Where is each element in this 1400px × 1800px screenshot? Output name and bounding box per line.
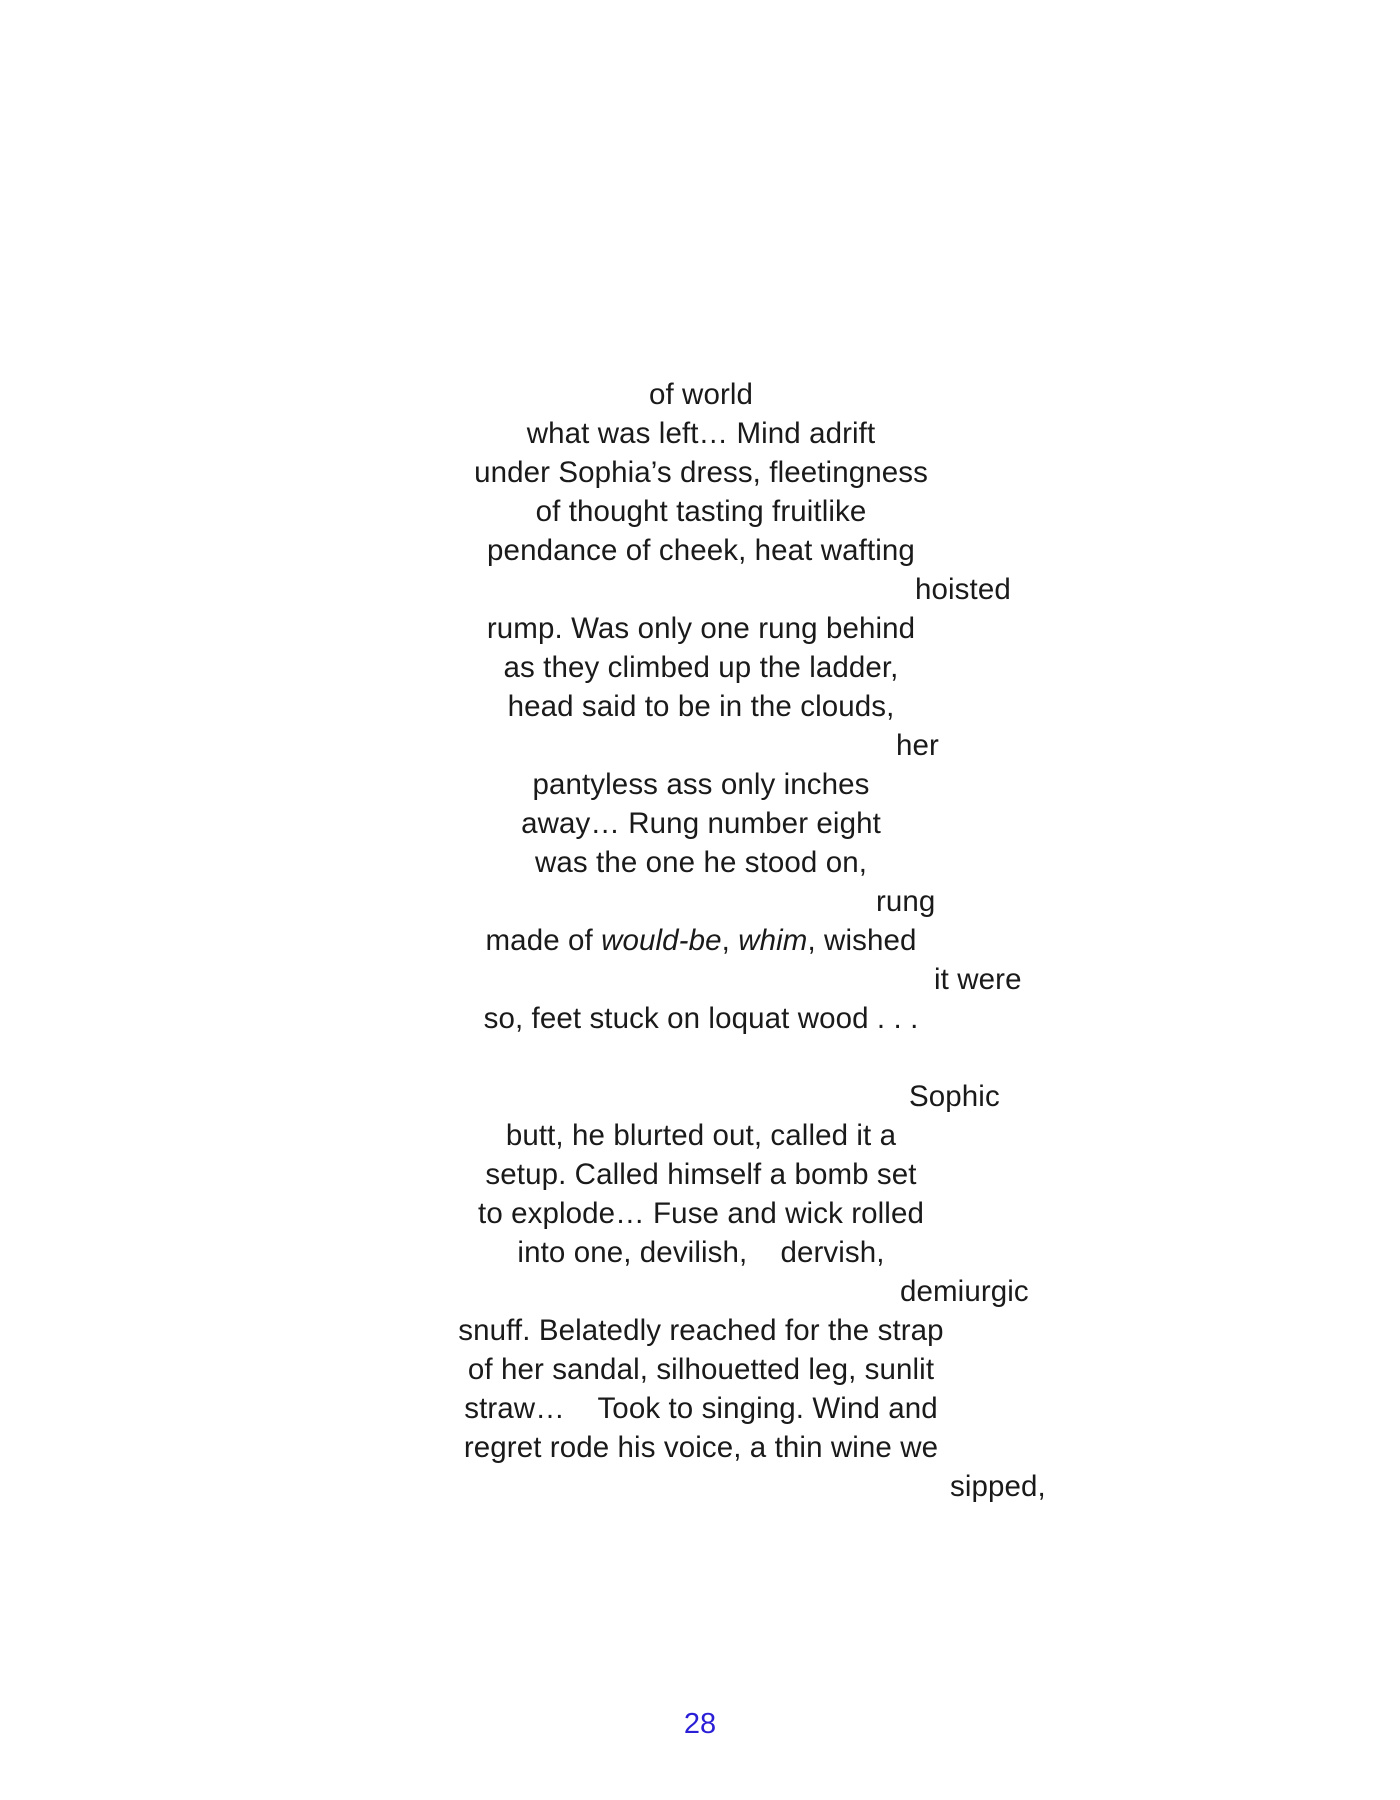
poem-line-dropped: sipped, [950,1470,1046,1503]
poem-line: pendance of cheek, heat wafting [487,534,915,567]
poem-line: to explode… Fuse and wick rolled [478,1197,924,1230]
poem-line: under Sophia’s dress, fleetingness [474,456,928,489]
poem-line-dropped: demiurgic [900,1275,1029,1308]
poem-line: away… Rung number eight [521,807,881,840]
poem-line: snuff. Belatedly reached for the strap [458,1314,944,1347]
poem-line: so, feet stuck on loquat wood . . . [483,1002,919,1035]
poem-line: as they climbed up the ladder, [503,651,899,684]
poem-text: made of [485,924,602,957]
poem-line: was the one he stood on, [534,846,868,879]
poem-line: straw… Took to singing. Wind and [464,1392,938,1425]
poem-line-dropped: rung [876,885,936,918]
poem-line: of thought tasting fruitlike [535,495,867,528]
poem-text: , wished [807,924,917,957]
poem-line: butt, he blurted out, called it a [505,1119,897,1152]
poem-line: into one, devilish, dervish, [517,1236,885,1269]
poem-line: head said to be in the clouds, [507,690,895,723]
poem-line: what was left… Mind adrift [526,417,876,450]
poem-line-dropped: her [896,729,939,762]
poem-line [486,921,917,960]
poem-line: of world [648,378,754,411]
poem-line-dropped: hoisted [915,573,1011,606]
poem-line: rump. Was only one rung behind [486,612,916,645]
poem-line: of her sandal, silhouetted leg, sunlit [467,1353,935,1386]
poem-line-dropped: it were [934,963,1022,996]
poem-line-dropped: Sophic [909,1080,1000,1113]
page-number: 28 [683,1708,717,1740]
poem-line: regret rode his voice, a thin wine we [463,1431,939,1464]
poem-text-italic: whim [738,924,808,957]
poem-line: setup. Called himself a bomb set [485,1158,917,1191]
poem-text: , [721,924,739,957]
poem-line: pantyless ass only inches [532,768,870,801]
poem-text-italic: would-be [601,924,722,957]
